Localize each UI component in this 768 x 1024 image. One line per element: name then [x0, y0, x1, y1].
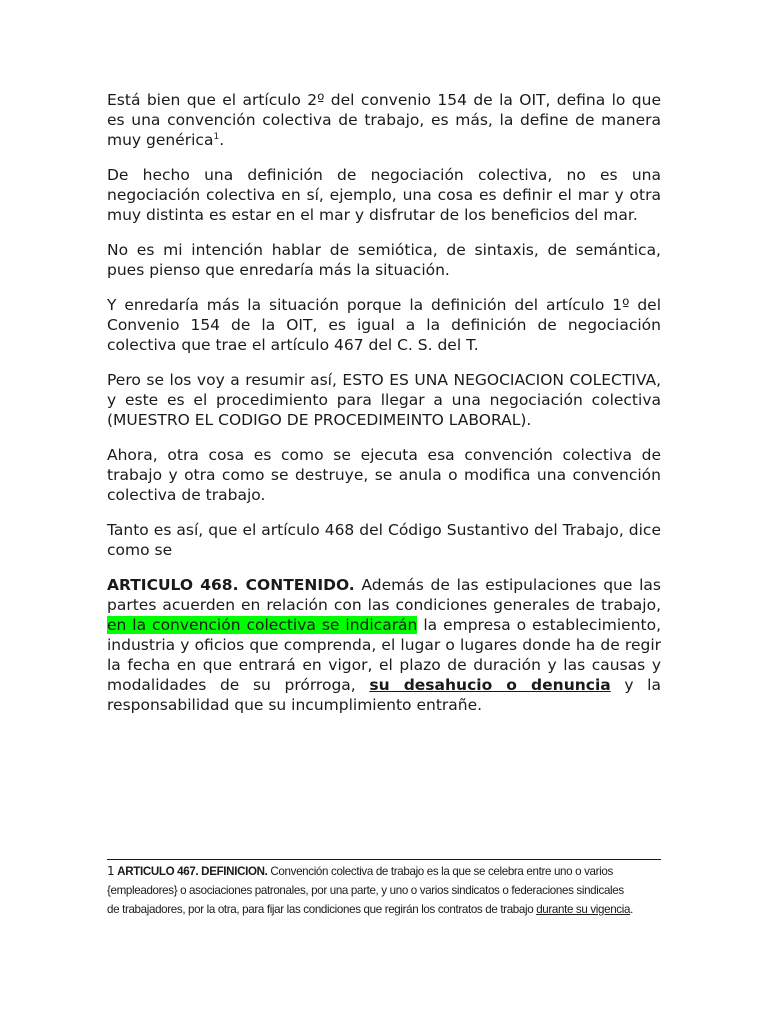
highlighted-text: en la convención colectiva se indicarán	[107, 616, 418, 634]
footnote-reference[interactable]: 1	[213, 131, 220, 142]
document-body	[107, 90, 661, 730]
underlined-text: su desahucio o denuncia	[369, 676, 611, 694]
footnote-heading: ARTICULO 467. DEFINICION.	[117, 865, 268, 878]
article-heading: ARTICULO 468. CONTENIDO.	[107, 576, 355, 594]
footnote-number: 1	[107, 864, 115, 878]
footnote-line-2: {empleadores} o asociaciones patronales, por una parte, y uno o varios sindicatos o federaciones sindicales	[107, 884, 624, 897]
paragraph-4: Y enredaría más la situación porque la definición del artículo 1º del Convenio 154 de la OIT, es igual a la definición de negociación colectiva que trae el artículo 467 del C. S. del T.	[107, 296, 661, 354]
paragraph-7: Tanto es así, que el artículo 468 del Código Sustantivo del Trabajo, dice como se	[107, 521, 661, 559]
paragraph-2: De hecho una definición de negociación colectiva, no es una negociación colectiva en sí, ejemplo, una cosa es definir el mar y otra muy distinta es estar en el mar y disfrutar de los beneficios del mar.	[107, 166, 661, 224]
paragraph-1: Está bien que el artículo 2º del convenio 154 de la OIT, defina lo que es una convención colectiva de trabajo, es más, la define de manera muy genérica$^1$.	[107, 91, 661, 149]
paragraph-5: Pero se los voy a resumir así, ESTO ES UNA NEGOCIACION COLECTIVA, y este es el procedimiento para llegar a una negociación colectiva (MUESTRO EL CODIGO DE PROCEDIMEINTO LABORAL).	[107, 371, 661, 429]
footnote	[107, 859, 661, 919]
footnote-underlined: durante su vigencia	[536, 903, 631, 916]
article-468: ARTICULO 468. CONTENIDO. Además de las estipulaciones que las partes acuerden en relación con las condiciones generales de trabajo, en la convención colectiva se indicarán la empresa o establecimiento, industria y oficios que comprenda, el lugar o lugares donde ha de regir la fecha en que entrará en vigor, el plazo de duración y las causas y modalidades de su prórroga, su desahucio o denuncia y la responsabilidad que su incumplimiento entrañe.	[107, 576, 662, 714]
footnote-line-3: de trabajadores, por la otra, para fijar las condiciones que regirán los contratos de trabajo durante su vigencia.	[107, 903, 633, 916]
footnote-line-1: 1 ARTICULO 467. DEFINICION. Convención colectiva de trabajo es la que se celebra entre uno o varios	[107, 864, 613, 878]
paragraph-6: Ahora, otra cosa es como se ejecuta esa convención colectiva de trabajo y otra como se destruye, se anula o modifica una convención colectiva de trabajo.	[107, 446, 661, 504]
paragraph-3: No es mi intención hablar de semiótica, de sintaxis, de semántica, pues pienso que enredaría más la situación.	[107, 241, 661, 279]
